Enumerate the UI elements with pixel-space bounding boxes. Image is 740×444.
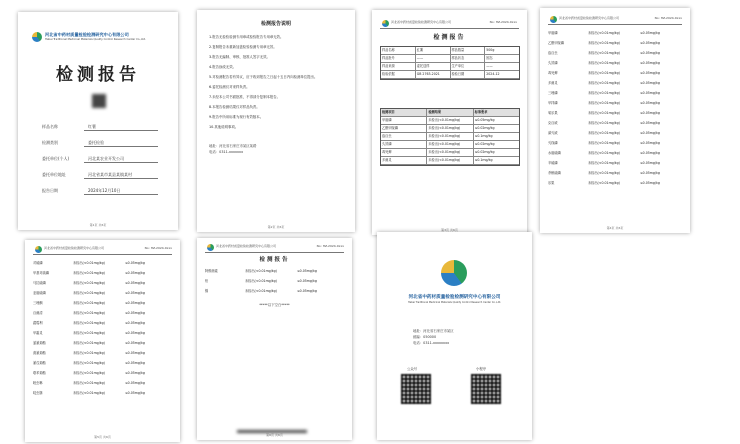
list-item-name: 氧乐果 <box>548 111 558 115</box>
list-item-result: 未检出(<0.01mg/kg) <box>73 331 105 335</box>
list-item-result: 未检出(<0.01mg/kg) <box>73 381 105 385</box>
list-item-limit: ≤0.05mg/kg <box>125 341 145 345</box>
list-item-result: 未检出(<0.01mg/kg) <box>588 171 620 175</box>
cover-field-underline <box>84 130 158 131</box>
list-item-name: 甲胺磷 <box>548 31 558 35</box>
org-logo-icon <box>32 32 42 42</box>
list-item-limit: ≤0.05mg/kg <box>125 371 145 375</box>
list-item-result: 未检出(<0.01mg/kg) <box>588 61 620 65</box>
page-number: 第6页 共6页 <box>266 433 283 437</box>
list-item-name: 百菌清 <box>33 311 43 315</box>
notes-item: 1.报告无检验检测专用章或检验报告专用章无效。 <box>209 35 284 39</box>
list-item-result: 未检出(<0.01mg/kg) <box>73 261 105 265</box>
notes-item: 9.报告中所用标准为现行有效版本。 <box>209 115 264 119</box>
table-cell: ≤0.1mg/kg <box>474 158 493 162</box>
cover-field-label: 委托单位(个人) <box>42 156 70 161</box>
back-postcode: 邮编：050000 <box>413 335 437 339</box>
table-row <box>381 133 519 141</box>
list-item-result: 未检出(<0.01mg/kg) <box>588 181 620 185</box>
table-cell: 检测结果 <box>427 109 473 116</box>
table-row <box>381 141 519 149</box>
table-cell: 敌百虫 <box>381 133 427 140</box>
list-item <box>33 268 173 278</box>
cover-field-label: 报告日期 <box>42 188 58 193</box>
org-logo-icon <box>35 246 42 253</box>
list-item-limit: ≤0.05mg/kg <box>640 131 660 135</box>
table-cell: ≤0.02mg/kg <box>474 150 495 154</box>
list-item <box>33 288 173 298</box>
notes-item: 6.委托检测仅对来样负责。 <box>209 85 250 89</box>
page-number: 第1页 共6页 <box>89 223 107 227</box>
table-cell: 未检出(<0.01mg/kg) <box>427 133 473 140</box>
qr-label-wechat: 公众号 <box>407 367 418 371</box>
list-item <box>548 38 684 48</box>
notes-item: 4.报告涂改无效。 <box>209 65 236 69</box>
notes-item: 5.对检测报告若有异议，应于收到报告之日起十五日内向检测单位提出。 <box>209 75 318 79</box>
list-item <box>205 276 345 286</box>
table-cell: —— <box>416 55 451 62</box>
list-item-result: 未检出(<0.01mg/kg) <box>588 51 620 55</box>
list-item-name: 亚胺硫磷 <box>33 291 46 295</box>
list-item-name: 多菌灵 <box>548 81 558 85</box>
list-item <box>33 258 173 268</box>
notes-item: 10.其他说明事项。 <box>209 125 239 129</box>
list-item-limit: ≤0.05mg/kg <box>640 121 660 125</box>
list-item-limit: ≤0.05mg/kg <box>125 381 145 385</box>
list-item-name: 吡虫啉 <box>33 381 43 385</box>
org-logo-icon <box>441 260 467 286</box>
table-cell: 检验依据 <box>381 71 416 78</box>
notes-tel: 电话：0311-xxxxxxx <box>209 150 244 154</box>
table-cell: ≤0.1mg/kg <box>474 134 493 138</box>
cover-field-value: 河北某农业开发公司 <box>88 156 124 161</box>
list-item-result: 未检出(<0.01mg/kg) <box>73 291 105 295</box>
table-cell: ≤0.05mg/kg <box>474 118 495 122</box>
list-item-result: 未检出(<0.01mg/kg) <box>73 371 105 375</box>
cover-field-value: 河北省某市某县某镇某村 <box>88 172 132 177</box>
wechat-qr-code-icon[interactable] <box>401 374 431 404</box>
report-no: No: HZ-2024-0xxx <box>144 246 172 250</box>
cover-field-underline <box>84 146 158 147</box>
org-logo-icon <box>550 16 557 23</box>
table-cell: ≤0.02mg/kg <box>474 142 495 146</box>
list-item <box>33 298 173 308</box>
list-item-limit: ≤0.05mg/kg <box>640 81 660 85</box>
list-item <box>33 278 173 288</box>
list-item-name: 三唑酮 <box>33 301 43 305</box>
report-no: No: HZ-2024-0xxx <box>316 244 344 248</box>
page-number: 第5页 共6页 <box>94 435 111 439</box>
list-item-result: 未检出(<0.01mg/kg) <box>73 341 105 345</box>
table-cell: 甲胺磷 <box>381 117 427 124</box>
report-title: 检测报告 <box>433 34 466 41</box>
page-number: 第2页 共6页 <box>267 225 285 229</box>
back-address: 地址：河北省石家庄市某区 <box>413 329 454 333</box>
table-cell: 样品名称 <box>381 47 416 54</box>
list-item-limit: ≤0.05mg/kg <box>640 61 660 65</box>
table-row <box>381 157 519 165</box>
list-item-limit: ≤0.05mg/kg <box>125 291 145 295</box>
list-item-name: 甲霜灵 <box>33 331 43 335</box>
list-item-name: 辛硫磷 <box>548 161 558 165</box>
notes-title: 检测报告说明 <box>260 21 291 27</box>
table-cell: 样品来源 <box>381 63 416 70</box>
table-cell: 样品状态 <box>451 55 486 62</box>
list-item-limit: ≤0.05mg/kg <box>640 91 660 95</box>
list-item <box>33 328 173 338</box>
list-item-name: 毒死蜱 <box>548 71 558 75</box>
list-item-limit: ≤0.05mg/kg <box>297 269 317 273</box>
table-row <box>381 55 519 63</box>
list-item-result: 未检出(<0.01mg/kg) <box>588 151 620 155</box>
list-item-limit: ≤0.05mg/kg <box>125 311 145 315</box>
result-list-a <box>548 28 684 188</box>
list-item-limit: ≤0.05mg/kg <box>640 171 660 175</box>
table-cell: 固态 <box>486 56 493 60</box>
list-item-result: 未检出(<0.01mg/kg) <box>73 301 105 305</box>
list-item <box>548 88 684 98</box>
result-list-c <box>205 266 345 296</box>
list-item-limit: ≤0.05mg/kg <box>640 161 660 165</box>
list-item <box>33 348 173 358</box>
list-item-name: 杀螟硫磷 <box>548 171 561 175</box>
table-cell: 2024-12 <box>486 72 500 76</box>
report-final-page <box>197 238 352 440</box>
list-item-limit: ≤0.05mg/kg <box>640 101 660 105</box>
cover-title: 检测报告 <box>56 65 140 85</box>
list-item-limit: ≤0.05mg/kg <box>125 321 145 325</box>
list-item-name: 镉 <box>205 289 209 293</box>
notes-contact: 地址：河北省石家庄市某区某路 <box>209 144 257 148</box>
report-main-page <box>372 10 527 235</box>
page-number: 第4页 共6页 <box>606 226 624 230</box>
list-item-name: 氯氰菊酯 <box>33 341 46 345</box>
notes-item: 2.复制报告未重新加盖检验检测专用章无效。 <box>209 45 277 49</box>
list-item-limit: ≤0.05mg/kg <box>640 181 660 185</box>
list-item <box>33 318 173 328</box>
table-cell: 未检出(<0.01mg/kg) <box>427 149 473 156</box>
list-item <box>33 368 173 378</box>
cover-field-value: 红薯 <box>88 124 96 129</box>
table-cell: 检测项目 <box>381 109 427 116</box>
list-item-result: 未检出(<0.01mg/kg) <box>588 131 620 135</box>
table-cell: 样品批号 <box>381 55 416 62</box>
org-logo-icon <box>207 244 214 251</box>
list-item-name: 乙酰甲胺磷 <box>548 41 564 45</box>
table-row <box>381 71 519 79</box>
list-item-name: 克百威 <box>548 121 558 125</box>
list-item-result: 未检出(<0.01mg/kg) <box>73 321 105 325</box>
report-no: No: HZ-2024-0xxx <box>654 16 682 20</box>
list-item-name: 腐霉利 <box>33 321 43 325</box>
table-cell: 未检出(<0.01mg/kg) <box>427 157 473 164</box>
back-company: 河北省中药材质量检验检测研究中心有限公司 <box>408 295 501 300</box>
report-notes-page <box>197 10 355 232</box>
list-item-limit: ≤0.05mg/kg <box>125 361 145 365</box>
table-cell: 未检出(<0.01mg/kg) <box>427 141 473 148</box>
list-item-result: 未检出(<0.01mg/kg) <box>588 31 620 35</box>
list-item <box>548 118 684 128</box>
table-cell: 久效磷 <box>381 141 427 148</box>
list-item-limit: ≤0.05mg/kg <box>125 261 145 265</box>
back-phone: 电话：0311-xxxxxxxx <box>413 341 450 345</box>
list-item-name: 铅 <box>205 279 209 283</box>
list-item <box>205 286 345 296</box>
table-cell: 未检出(<0.01mg/kg) <box>427 117 473 124</box>
list-item <box>548 78 684 88</box>
list-item-result: 未检出(<0.01mg/kg) <box>588 161 620 165</box>
list-item-limit: ≤0.05mg/kg <box>297 279 317 283</box>
list-item <box>548 138 684 148</box>
list-item-result: 未检出(<0.01mg/kg) <box>588 111 620 115</box>
cover-field-label: 样品名称 <box>42 124 58 129</box>
list-item-name: 灭线磷 <box>548 141 558 145</box>
list-item-name: 对硫磷 <box>33 261 43 265</box>
list-item-result: 未检出(<0.01mg/kg) <box>588 81 620 85</box>
end-note: *****以下空白***** <box>259 303 290 307</box>
list-item-name: 阿维菌素 <box>205 269 218 273</box>
list-item <box>33 388 173 398</box>
redacted-code <box>92 94 106 108</box>
table-row <box>381 63 519 71</box>
list-item <box>33 338 173 348</box>
notes-item: 7.未经本公司书面批准，不得部分复制本报告。 <box>209 95 281 99</box>
list-item-result: 未检出(<0.01mg/kg) <box>245 279 277 283</box>
cover-field-underline <box>84 194 158 195</box>
org-name-en: Hebei Traditional Medicinal Materials Quality Control Research Center Co.,Ltd. <box>45 38 147 41</box>
result-table <box>380 108 520 166</box>
list-item-name: 马拉硫磷 <box>33 281 46 285</box>
list-item-name: 乐果 <box>548 181 555 185</box>
header-divider <box>33 254 172 255</box>
table-cell: 未检出(<0.01mg/kg) <box>427 125 473 132</box>
list-item-name: 联苯菊酯 <box>33 371 46 375</box>
list-item-result: 未检出(<0.01mg/kg) <box>245 289 277 293</box>
list-item-limit: ≤0.05mg/kg <box>640 41 660 45</box>
list-item-name: 啶虫脒 <box>33 391 43 395</box>
list-item <box>33 358 173 368</box>
sample-info-table <box>380 46 520 80</box>
cover-field-value: 2024年12月10日 <box>88 188 121 193</box>
table-row <box>381 47 519 55</box>
report-list-page-a <box>540 8 690 233</box>
header-divider <box>205 252 344 253</box>
table-cell: 委托送样 <box>416 63 451 70</box>
miniprogram-qr-code-icon[interactable] <box>471 374 501 404</box>
list-item-limit: ≤0.05mg/kg <box>640 31 660 35</box>
list-item-name: 甲基对硫磷 <box>33 271 49 275</box>
list-item-limit: ≤0.05mg/kg <box>640 141 660 145</box>
list-item <box>205 266 345 276</box>
list-item-result: 未检出(<0.01mg/kg) <box>588 41 620 45</box>
list-item-result: 未检出(<0.01mg/kg) <box>588 101 620 105</box>
cover-field-label: 检测类别 <box>42 140 58 145</box>
notes-item: 8.本报告检测结果仅对样品负责。 <box>209 105 260 109</box>
report-list-page-b <box>25 240 180 442</box>
list-item-limit: ≤0.05mg/kg <box>125 301 145 305</box>
list-item-result: 未检出(<0.01mg/kg) <box>73 271 105 275</box>
list-item-limit: ≤0.05mg/kg <box>125 271 145 275</box>
header-divider <box>548 24 682 25</box>
result-list-b <box>33 258 173 398</box>
list-item-name: 氰戊菊酯 <box>33 361 46 365</box>
list-item-name: 涕灭威 <box>548 131 558 135</box>
list-item <box>548 48 684 58</box>
list-item <box>33 378 173 388</box>
cover-field-underline <box>84 162 158 163</box>
table-row <box>381 117 519 125</box>
list-item-result: 未检出(<0.01mg/kg) <box>588 121 620 125</box>
list-item-limit: ≤0.05mg/kg <box>640 151 660 155</box>
list-item-result: 未检出(<0.01mg/kg) <box>588 71 620 75</box>
list-item-limit: ≤0.05mg/kg <box>297 289 317 293</box>
table-header-row <box>381 109 519 117</box>
header-divider <box>380 28 519 29</box>
table-cell: 乙酰甲胺磷 <box>381 125 427 132</box>
list-item-name: 溴氰菊酯 <box>33 351 46 355</box>
list-item <box>548 98 684 108</box>
list-item-limit: ≤0.05mg/kg <box>640 71 660 75</box>
list-item-result: 未检出(<0.01mg/kg) <box>73 311 105 315</box>
list-item <box>548 108 684 118</box>
table-cell: 红薯 <box>416 47 451 54</box>
cover-field-label: 委托单位地址 <box>42 172 66 177</box>
qr-label-miniprogram: 小程序 <box>476 367 487 371</box>
cover-field-underline <box>84 178 158 179</box>
table-cell: 毒死蜱 <box>381 149 427 156</box>
list-item-result: 未检出(<0.01mg/kg) <box>73 281 105 285</box>
list-item-result: 未检出(<0.01mg/kg) <box>588 91 620 95</box>
table-cell: 检验日期 <box>451 71 486 78</box>
list-item-name: 水胺硫磷 <box>548 151 561 155</box>
org-name: 河北省中药材质量检验检测研究中心有限公司 <box>559 16 620 20</box>
org-name: 河北省中药材质量检验检测研究中心有限公司 <box>216 244 277 248</box>
list-item <box>548 28 684 38</box>
table-cell: 标准要求 <box>474 109 519 116</box>
list-item-limit: ≤0.05mg/kg <box>125 351 145 355</box>
list-item-limit: ≤0.05mg/kg <box>640 111 660 115</box>
notes-item: 3.报告无编制、审核、批准人签字无效。 <box>209 55 270 59</box>
table-cell: 样品数量 <box>451 47 486 54</box>
list-item <box>548 58 684 68</box>
table-cell: 生产单位 <box>451 63 486 70</box>
list-item <box>548 158 684 168</box>
list-item-result: 未检出(<0.01mg/kg) <box>73 391 105 395</box>
back-company-en: Hebei Traditional Medicinal Materials Quality Control Research Center Co.,Ltd. <box>407 301 502 304</box>
report-title: 检测报告 <box>259 257 290 263</box>
list-item-limit: ≤0.05mg/kg <box>125 281 145 285</box>
table-row <box>381 149 519 157</box>
cover-field-value: 委托检验 <box>88 140 104 145</box>
list-item-result: 未检出(<0.01mg/kg) <box>73 361 105 365</box>
list-item-limit: ≤0.05mg/kg <box>125 391 145 395</box>
list-item-result: 未检出(<0.01mg/kg) <box>588 141 620 145</box>
list-item <box>33 308 173 318</box>
report-no: No: HZ-2024-0xxx <box>489 20 517 24</box>
org-name: 河北省中药材质量检验检测研究中心有限公司 <box>45 32 129 37</box>
table-cell: 多菌灵 <box>381 157 427 164</box>
table-cell: ≤0.02mg/kg <box>474 126 495 130</box>
table-cell: —— <box>486 64 493 68</box>
list-item <box>548 178 684 188</box>
list-item <box>548 168 684 178</box>
list-item-result: 未检出(<0.01mg/kg) <box>73 351 105 355</box>
report-cover-page <box>18 12 178 230</box>
list-item-name: 甲拌磷 <box>548 101 558 105</box>
table-cell: GB 2763-2021 <box>416 71 451 78</box>
list-item-name: 久效磷 <box>548 61 558 65</box>
org-name: 河北省中药材质量检验检测研究中心有限公司 <box>44 246 105 250</box>
table-row <box>381 125 519 133</box>
org-name: 河北省中药材质量检验检测研究中心有限公司 <box>391 20 452 24</box>
list-item-name: 三唑磷 <box>548 91 558 95</box>
list-item-limit: ≤0.05mg/kg <box>640 51 660 55</box>
report-back-cover <box>377 232 532 440</box>
list-item-limit: ≤0.05mg/kg <box>125 331 145 335</box>
table-cell: 500g <box>486 48 495 52</box>
list-item <box>548 128 684 138</box>
list-item-name: 敌百虫 <box>548 51 558 55</box>
org-logo-icon <box>382 20 389 27</box>
list-item <box>548 148 684 158</box>
list-item-result: 未检出(<0.01mg/kg) <box>245 269 277 273</box>
page-number: 第3页 共6页 <box>441 228 458 232</box>
list-item <box>548 68 684 78</box>
